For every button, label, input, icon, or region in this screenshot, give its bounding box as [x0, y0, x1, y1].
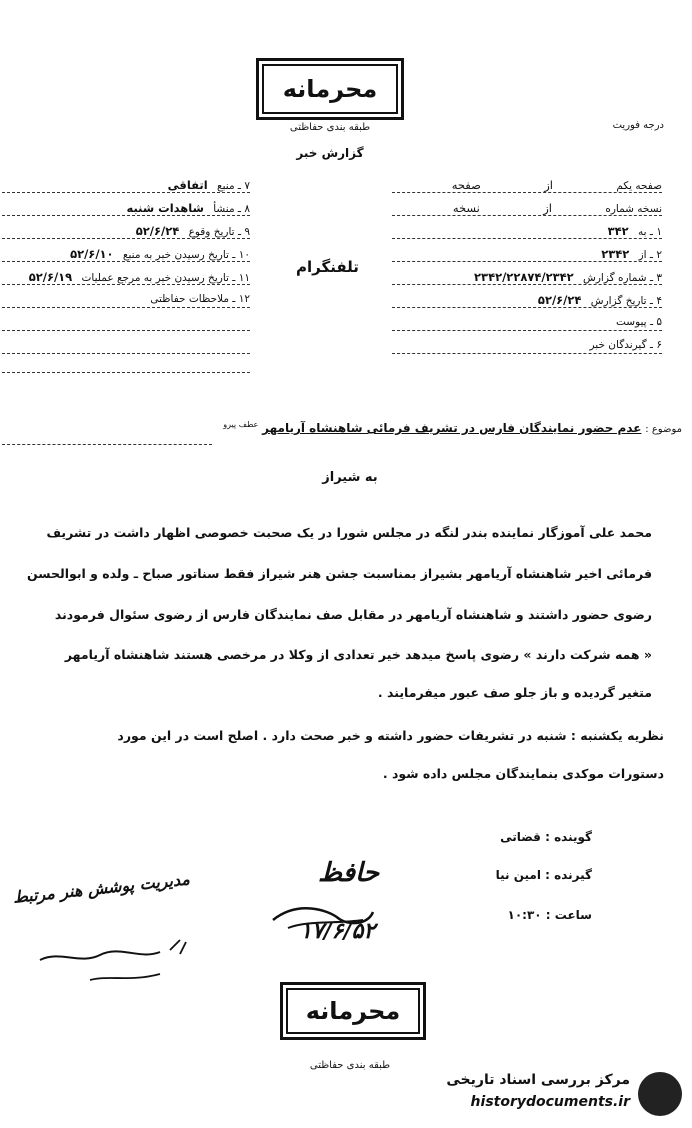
- field-copy: [392, 201, 662, 215]
- top-stamp-text: محرمانه: [282, 75, 378, 103]
- field-received-source: [70, 247, 250, 261]
- top-confidential-stamp: [256, 58, 404, 120]
- archive-logo-url: historydocuments.ir: [470, 1094, 630, 1110]
- field-received-ops-value: ۵۲/۶/۱۹: [28, 270, 73, 284]
- field-page-value: از: [544, 178, 553, 192]
- signature-flourish: [268, 890, 378, 940]
- handwritten-date: ۱۷/۶/۵۲: [300, 918, 376, 944]
- field-received-ops-label: ۱۱ ـ تاریخ رسیدن خبر به مرجع عملیات: [81, 272, 250, 284]
- classification-label-top: طبقه بندی حفاظتی: [289, 122, 371, 133]
- field-copy-value: از: [543, 201, 552, 215]
- telegram-label: تلفنگرام: [296, 258, 359, 276]
- archive-logo-name: مرکز بررسی اسناد تاریخی: [446, 1072, 630, 1088]
- archive-logo: [410, 1070, 682, 1120]
- field-from-label: ۲ ـ از: [638, 249, 662, 261]
- field-occurrence-date-value: ۵۲/۶/۲۴: [135, 224, 180, 238]
- field-from: [601, 247, 662, 261]
- classification-label-bottom: طبقه بندی حفاظتی: [309, 1060, 391, 1071]
- field-report-number: [474, 270, 662, 284]
- field-to-label: ۱ ـ به: [638, 226, 662, 238]
- field-attachment-label: ۵ ـ پیوست: [615, 316, 662, 328]
- subject-note: عطف پیرو: [223, 420, 259, 429]
- field-recipients-label: ۶ ـ گیرندگان خبر: [589, 339, 662, 351]
- bottom-confidential-stamp: [280, 982, 426, 1040]
- field-to: [608, 224, 662, 238]
- field-to-value: ۳۴۲: [607, 224, 629, 238]
- field-occurrence-date-label: ۹ ـ تاریخ وقوع: [188, 226, 250, 238]
- field-from-value: ۲۳۴۲: [601, 247, 630, 261]
- field-source-value: اتفاقی: [167, 178, 208, 192]
- opinion-line-1: نظریه یکشنبه : شنبه در تشریفات حضور داشته و خبر صحت دارد . اصلح است در این مورد: [117, 728, 664, 743]
- field-source-label: ۷ ـ منبع: [217, 180, 250, 192]
- time: ساعت : ۱۰:۳۰: [507, 908, 592, 922]
- field-security-notes: [141, 293, 250, 305]
- subject-text: عدم حضور نمایندگان فارس در تشریف فرمائی شاهنشاه آریامهر: [262, 421, 642, 435]
- field-security-notes-label: ۱۲ ـ ملاحظات حفاظتی: [150, 293, 250, 305]
- field-page: [392, 178, 662, 192]
- archive-logo-icon: [638, 1072, 682, 1116]
- receiver: گیرنده : امین نیا: [495, 868, 592, 882]
- field-origin: [126, 201, 250, 215]
- field-received-source-value: ۵۲/۶/۱۰: [70, 247, 114, 261]
- handwritten-left-note: مدیریت پوشش هنر مرتبط: [12, 869, 191, 907]
- speaker: گوینده : قضاتی: [500, 830, 592, 844]
- priority-label: درجه فوریت: [612, 120, 664, 131]
- field-copy-value2: نسخه: [452, 201, 480, 215]
- handwritten-scribbles: [30, 930, 230, 990]
- body-line-2: فرمائی اخیر شاهنشاه آریامهر بشیراز بمناسبت جشن هنر شیراز فقط سناتور صباح ـ ولده و ابوالحسن: [27, 566, 652, 581]
- field-origin-label: ۸ ـ منشأ: [213, 203, 250, 215]
- field-received-ops: [29, 270, 250, 284]
- body-line-1: محمد علی آموزگار نماینده بندر لنگه در مجلس شورا در یک صحبت خصوصی اظهار داشت در تشریف: [46, 525, 652, 540]
- field-report-number-label: ۳ ـ شماره گزارش: [583, 272, 662, 284]
- field-report-date-label: ۴ ـ تاریخ گزارش: [590, 295, 662, 307]
- report-type-title: گزارش خبر: [296, 146, 364, 160]
- body-line-5: متغیر گردیده و باز جلو صف عبور میفرمایند .: [377, 685, 652, 700]
- bottom-stamp-text: محرمانه: [305, 997, 401, 1025]
- field-report-date: [538, 293, 662, 307]
- field-report-date-value: ۵۲/۶/۲۴: [537, 293, 582, 307]
- handwritten-signature: حافظ: [318, 858, 380, 888]
- opinion-line-2: دستورات موکدی بنمایندگان مجلس داده شود .: [382, 766, 664, 781]
- field-page-value2: صفحه: [451, 178, 481, 192]
- field-source: [168, 178, 250, 192]
- field-received-source-label: ۱۰ ـ تاریخ رسیدن خبر به منبع: [122, 249, 250, 261]
- body-line-4: « همه شرکت دارند » رضوی پاسخ میدهد خیر تعدادی از وکلا در مرخصی هستند شاهنشاه آریامهر: [64, 647, 652, 662]
- field-origin-value: شاهدات شنبه: [126, 201, 204, 215]
- field-copy-label: نسخه شماره: [605, 203, 662, 215]
- subject-label: موضوع :: [645, 424, 682, 435]
- subject-line: [223, 420, 682, 435]
- field-recipients: [580, 339, 662, 351]
- field-report-number-value: ۲۳۴۲/۲۲۸۷۴/۲۳۴۲: [474, 270, 574, 284]
- field-attachment: [607, 316, 662, 328]
- field-page-label: صفحه یکم: [616, 180, 662, 192]
- body-line-3: رضوی حضور داشتند و شاهنشاه آریامهر در مقابل صف نمایندگان فارس از رضوی سئوال فرمودند: [54, 607, 652, 622]
- recipient: به شیراز: [322, 470, 378, 485]
- field-occurrence-date: [136, 224, 250, 238]
